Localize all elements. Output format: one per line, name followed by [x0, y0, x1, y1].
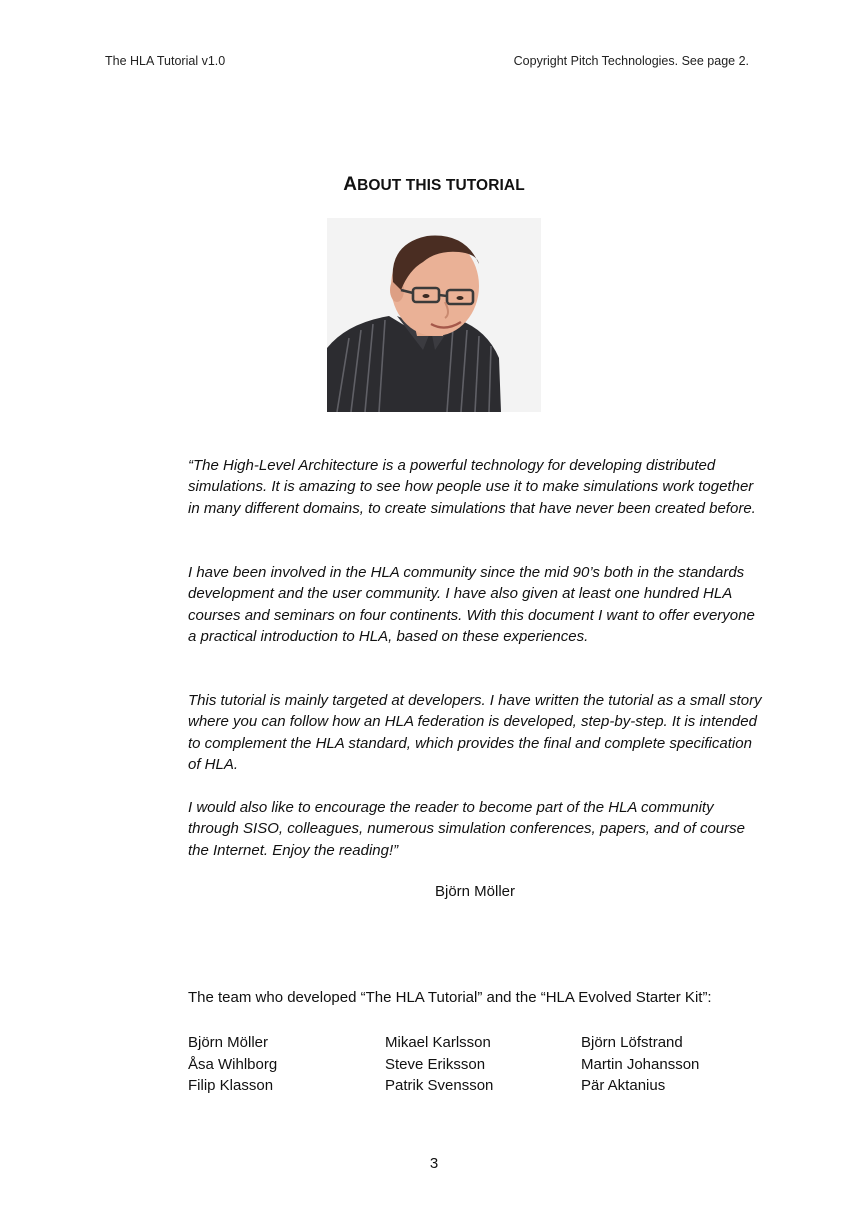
team-member: Martin Johansson	[581, 1055, 700, 1073]
running-header-left: The HLA Tutorial v1.0	[105, 54, 226, 68]
quote-paragraph-4: I would also like to encourage the reader to become part of the HLA community through SISO, colleagues, numerous simulation conferences, papers, and of course the Internet. Enjoy the reading!”	[188, 799, 745, 859]
running-header-right: Copyright Pitch Technologies. See page 2.	[513, 54, 749, 68]
team-member: Björn Löfstrand	[581, 1034, 683, 1051]
team-member: Åsa Wihlborg	[188, 1055, 278, 1073]
team-column	[581, 1032, 771, 1097]
team-member: Björn Möller	[188, 1034, 269, 1051]
team-member: Filip Klasson	[188, 1077, 274, 1094]
team-member: Mikael Karlsson	[385, 1034, 491, 1051]
team-intro: The team who developed “The HLA Tutorial” and the “HLA Evolved Starter Kit”:	[188, 989, 712, 1006]
team-member: Patrik Svensson	[385, 1077, 494, 1094]
team-column	[188, 1032, 378, 1097]
quote-paragraph-3: This tutorial is mainly targeted at developers. I have written the tutorial as a small story where you can follow how an HLA federation is developed, step-by-step. It is intended to complement the HLA standard, which provides the final and complete specification of HLA.	[188, 692, 762, 773]
quote-paragraph-2: I have been involved in the HLA community since the mid 90’s both in the standards development and the user community. I have also given at least one hundred HLA courses and seminars on four continents. With this document I want to offer everyone a practical introduction to HLA, based on these experiences.	[188, 564, 755, 645]
author-portrait	[327, 218, 541, 412]
team-member: Steve Eriksson	[385, 1055, 486, 1073]
author-signature: Björn Möller	[434, 883, 516, 900]
quote-paragraph-1: “The High-Level Architecture is a powerful technology for developing distributed simulations. It is amazing to see how people use it to make simulations work together in many different domains, to create simulations that have never been created before.	[188, 457, 756, 517]
team-column	[385, 1032, 575, 1097]
author-portrait-drawing	[327, 218, 541, 412]
page-number: 3	[429, 1155, 439, 1172]
page-title	[0, 174, 868, 196]
title-rest: BOUT THIS TUTORIAL	[357, 177, 525, 194]
title-initial: A	[343, 174, 358, 195]
team-member: Pär Aktanius	[581, 1077, 666, 1094]
